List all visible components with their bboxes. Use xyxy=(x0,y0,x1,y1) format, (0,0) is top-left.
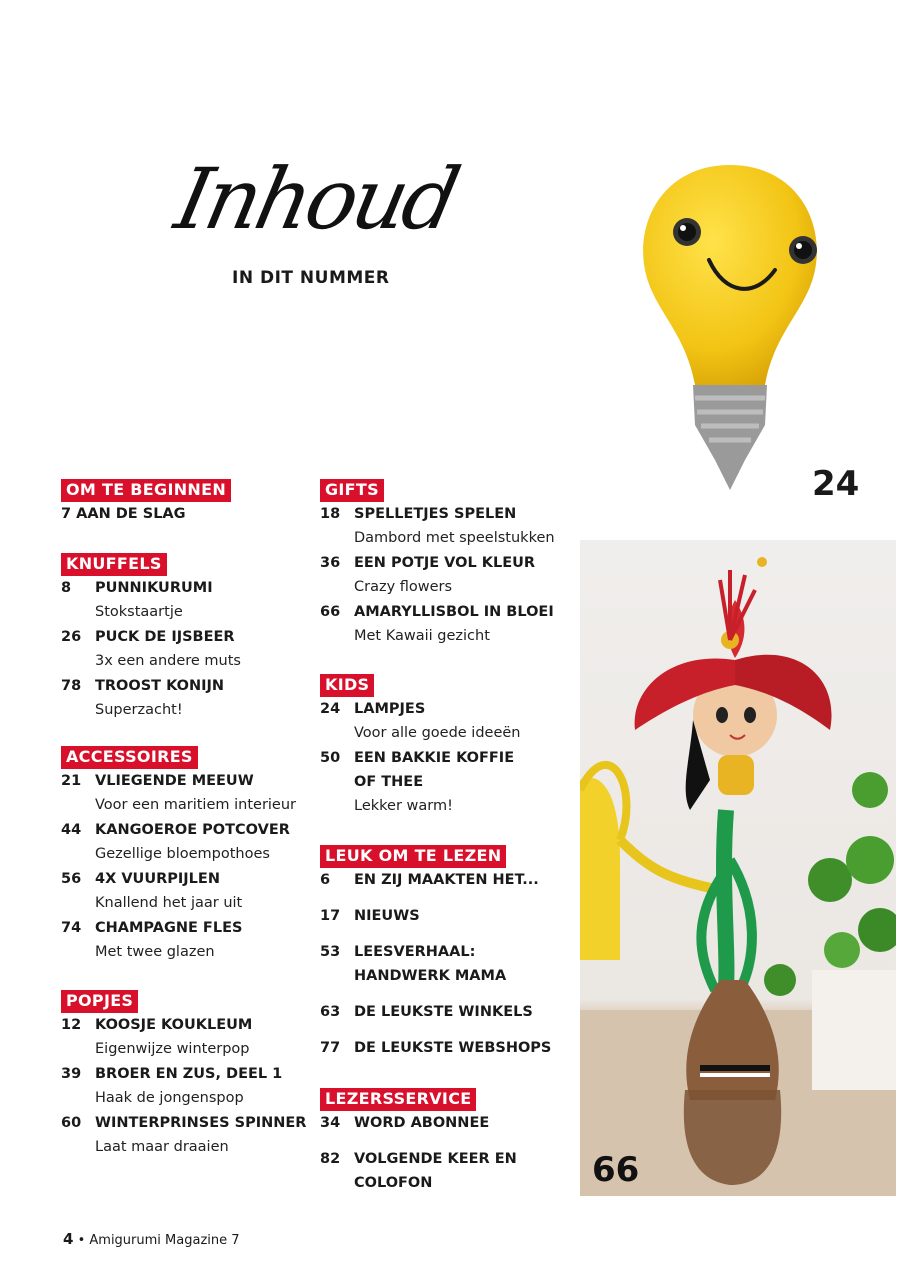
page-number: 63 xyxy=(320,1004,341,1020)
entry-subtitle: Laat maar draaien xyxy=(95,1139,229,1155)
entry-title: COLOFON xyxy=(354,1175,433,1191)
entry-title: KANGOEROE POTCOVER xyxy=(95,822,290,838)
section-lezersservice xyxy=(320,1088,575,1195)
toc-entry xyxy=(61,818,311,842)
page-number: 18 xyxy=(320,506,341,522)
toc-entry xyxy=(61,674,311,698)
page-number: 6 xyxy=(320,872,331,888)
section-heading: GIFTS xyxy=(320,479,384,502)
toc-entry-continued xyxy=(320,1171,575,1195)
entry-subtitle: Superzacht! xyxy=(95,702,183,718)
entry-title: WINTERPRINSES SPINNER xyxy=(95,1115,307,1131)
entry-subtitle: Knallend het jaar uit xyxy=(95,895,243,911)
page-number: 44 xyxy=(61,822,82,838)
entry-subtitle: Dambord met speelstukken xyxy=(354,530,555,546)
toc-entry xyxy=(320,1000,575,1024)
toc-entry xyxy=(61,1062,311,1086)
entry-title: 4X VUURPIJLEN xyxy=(95,871,220,887)
entry-title: KOOSJE KOUKLEUM xyxy=(95,1017,253,1033)
entry-subtitle: 3x een andere muts xyxy=(95,653,241,669)
entry-title: EN ZIJ MAAKTEN HET... xyxy=(354,872,539,888)
toc-entry xyxy=(61,769,311,793)
section-gifts xyxy=(320,479,575,649)
page-number: 26 xyxy=(61,629,82,645)
entry-title: HANDWERK MAMA xyxy=(354,968,507,984)
section-accessoires xyxy=(61,746,311,965)
page-title: Inhoud xyxy=(167,150,465,248)
section-knuffels xyxy=(61,553,311,723)
page-number: 56 xyxy=(61,871,82,887)
lightbulb-photo xyxy=(625,160,835,500)
entry-subtitle: Voor alle goede ideeën xyxy=(354,725,521,741)
entry-title: SPELLETJES SPELEN xyxy=(354,506,517,522)
section-popjes xyxy=(61,990,311,1160)
photo-page-number: 66 xyxy=(592,1150,640,1190)
page-number: 17 xyxy=(320,908,341,924)
section-heading: LEZERSSERVICE xyxy=(320,1088,476,1111)
entry-title: TROOST KONIJN xyxy=(95,678,225,694)
section-om-te-beginnen xyxy=(61,479,311,526)
entry-title: BROER EN ZUS, DEEL 1 xyxy=(95,1066,283,1082)
page-number: 50 xyxy=(320,750,341,766)
toc-entry xyxy=(320,502,575,526)
toc-entry xyxy=(61,916,311,940)
page-number: 60 xyxy=(61,1115,82,1131)
entry-subtitle: Met twee glazen xyxy=(95,944,215,960)
entry-title: DE LEUKSTE WEBSHOPS xyxy=(354,1040,552,1056)
entry-subtitle: Haak de jongenspop xyxy=(95,1090,244,1106)
page-number: 53 xyxy=(320,944,341,960)
page-number: 66 xyxy=(320,604,341,620)
section-leuk-om-te-lezen xyxy=(320,845,575,1060)
toc-entry xyxy=(320,746,575,770)
entry-subtitle: Eigenwijze winterpop xyxy=(95,1041,250,1057)
page-number: 24 xyxy=(320,701,341,717)
page-number: 12 xyxy=(61,1017,82,1033)
photo-page-number: 24 xyxy=(812,464,860,504)
toc-entry xyxy=(320,551,575,575)
toc-entry xyxy=(320,1147,575,1171)
page-footer xyxy=(63,1230,240,1248)
toc-entry xyxy=(320,1111,575,1135)
section-heading: POPJES xyxy=(61,990,138,1013)
toc-entry xyxy=(320,1036,575,1060)
footer-bullet: • xyxy=(77,1233,86,1248)
toc-entry xyxy=(320,697,575,721)
entry-title: CHAMPAGNE FLES xyxy=(95,920,243,936)
toc-entry-continued xyxy=(320,964,575,988)
toc-entry xyxy=(61,625,311,649)
page-number: 74 xyxy=(61,920,82,936)
entry-subtitle: Voor een maritiem interieur xyxy=(95,797,297,813)
section-heading: OM TE BEGINNEN xyxy=(61,479,231,502)
entry-title: OF THEE xyxy=(354,774,424,790)
toc-entry-continued xyxy=(320,770,575,794)
entry-subtitle: Lekker warm! xyxy=(354,798,453,814)
entry-title: EEN BAKKIE KOFFIE xyxy=(354,750,515,766)
toc-entry xyxy=(61,1013,311,1037)
page-number: 39 xyxy=(61,1066,82,1082)
toc-entry xyxy=(61,576,311,600)
page-number: 34 xyxy=(320,1115,341,1131)
toc-entry xyxy=(320,940,575,964)
toc-entry xyxy=(320,868,575,892)
entry-title: AMARYLLISBOL IN BLOEI xyxy=(354,604,554,620)
toc-entry xyxy=(61,1111,311,1135)
toc-entry xyxy=(320,904,575,928)
page-number: 36 xyxy=(320,555,341,571)
page-number: 8 xyxy=(61,580,72,596)
section-heading: ACCESSOIRES xyxy=(61,746,198,769)
entry-title: EEN POTJE VOL KLEUR xyxy=(354,555,536,571)
entry-subtitle: Met Kawaii gezicht xyxy=(354,628,490,644)
section-heading: KIDS xyxy=(320,674,374,697)
entry-title: LAMPJES xyxy=(354,701,426,717)
entry-title: DE LEUKSTE WINKELS xyxy=(354,1004,533,1020)
toc-entry xyxy=(61,867,311,891)
entry-subtitle: Crazy flowers xyxy=(354,579,453,595)
entry-subtitle: Stokstaartje xyxy=(95,604,183,620)
entry-subtitle: Gezellige bloempothoes xyxy=(95,846,270,862)
entry-title: NIEUWS xyxy=(354,908,420,924)
page-number: 78 xyxy=(61,678,82,694)
page-subtitle: IN DIT NUMMER xyxy=(232,268,390,288)
entry-title: VLIEGENDE MEEUW xyxy=(95,773,254,789)
footer-page-number: 4 xyxy=(63,1230,74,1248)
section-heading: KNUFFELS xyxy=(61,553,167,576)
entry-title: WORD ABONNEE xyxy=(354,1115,490,1131)
section-heading: LEUK OM TE LEZEN xyxy=(320,845,506,868)
page-number: 82 xyxy=(320,1151,341,1167)
amaryllis-photo xyxy=(580,540,896,1196)
toc-entry xyxy=(320,600,575,624)
section-kids xyxy=(320,674,575,819)
page-number: 77 xyxy=(320,1040,341,1056)
toc-entry: 7 AAN DE SLAG xyxy=(61,506,186,522)
page-number: 21 xyxy=(61,773,82,789)
footer-magazine-name: Amigurumi Magazine 7 xyxy=(89,1233,240,1248)
entry-title: LEESVERHAAL: xyxy=(354,944,476,960)
entry-title: VOLGENDE KEER EN xyxy=(354,1151,517,1167)
entry-title: PUNNIKURUMI xyxy=(95,580,213,596)
entry-title: PUCK DE IJSBEER xyxy=(95,629,235,645)
